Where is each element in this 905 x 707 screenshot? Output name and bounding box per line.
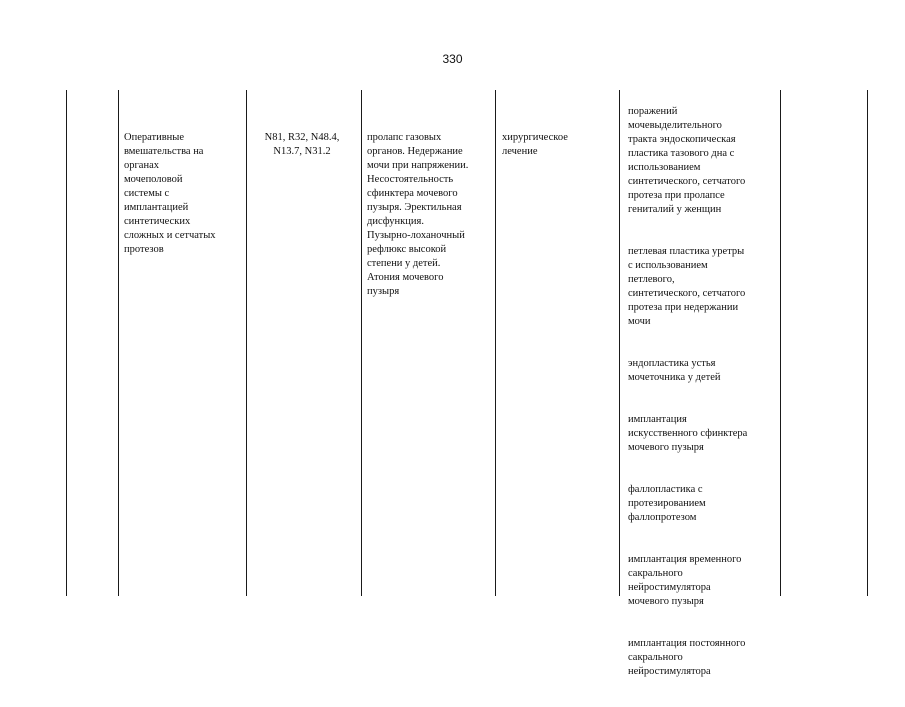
technique-item: поражений мочевыделительного тракта эндоскопическая пластика тазового дна с использованием синтетического, сетчатого протеза при пролапсе гениталий у женщин <box>628 106 746 215</box>
technique-item: имплантация постоянного сакрального нейростимулятора <box>628 638 746 677</box>
technique-item: фаллопластика с протезированием фаллопротезом <box>628 484 706 523</box>
column-divider <box>118 90 119 596</box>
technique-item: имплантация искусственного сфинктера мочевого пузыря <box>628 414 748 453</box>
column-divider <box>867 90 868 596</box>
column-divider <box>619 90 620 596</box>
patient-model-cell: пролапс газовых органов. Недержание мочи при напряжении. Несостоятельность сфинктера мочевого пузыря. Эректильная дисфункция. Пузырно-лоханочный рефлюкс высокой степени у детей. Атония мочевого пузыря <box>367 132 469 297</box>
technique-item: имплантация временного сакрального нейростимулятора мочевого пузыря <box>628 554 742 607</box>
page-number: 330 <box>442 52 463 66</box>
column-divider <box>361 90 362 596</box>
column-divider <box>246 90 247 596</box>
icd-codes-cell: N81, R32, N48.4, N13.7, N31.2 <box>264 132 340 157</box>
method-name-cell: Оперативные вмешательства на органах мочеполовой системы с имплантацией синтетических сложных и сетчатых протезов <box>124 132 216 255</box>
techniques-cell <box>628 91 780 707</box>
column-divider <box>495 90 496 596</box>
column-divider <box>66 90 67 596</box>
technique-item: петлевая пластика уретры с использованием петлевого, синтетического, сетчатого протеза при недержании мочи <box>628 246 746 327</box>
column-divider <box>780 90 781 596</box>
treatment-type-cell: хирургическое лечение <box>502 132 568 157</box>
technique-item: эндопластика устья мочеточника у детей <box>628 358 721 383</box>
